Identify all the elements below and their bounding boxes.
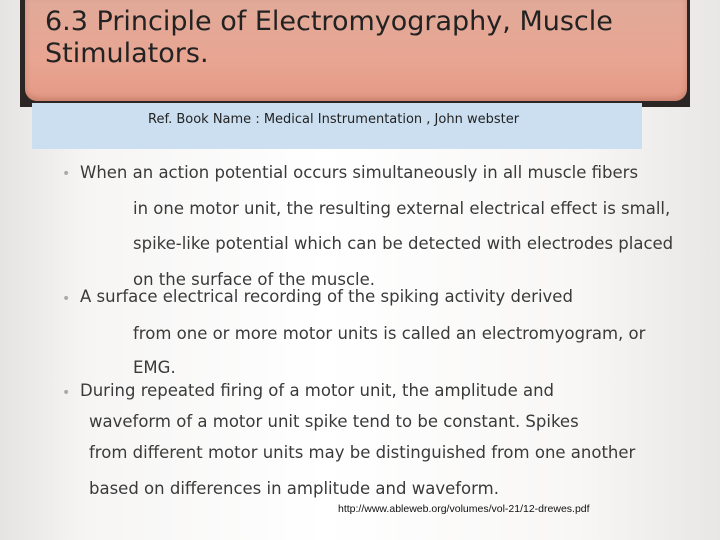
bullet-marker: • <box>62 166 71 182</box>
bullet-1-line-4: on the surface of the muscle. <box>133 270 375 289</box>
slide-title-line-2: Stimulators. <box>45 38 209 69</box>
bullet-1-line-2: in one motor unit, the resulting external electrical effect is small, <box>133 199 671 218</box>
bullet-1-line-1: When an action potential occurs simultaneously in all muscle fibers <box>80 163 639 182</box>
slide-title-line-1: 6.3 Principle of Electromyography, Muscle <box>45 6 613 37</box>
bullet-3-line-4: based on differences in amplitude and waveform. <box>89 479 499 498</box>
bullet-2-line-3: EMG. <box>133 358 176 377</box>
bullet-3-line-3: from different motor units may be distinguished from one another <box>89 443 636 462</box>
slide-title <box>45 6 675 70</box>
bullet-1-line-3: spike-like potential which can be detected with electrodes placed <box>133 234 674 253</box>
bullet-3-line-2: waveform of a motor unit spike tend to be constant. Spikes <box>89 412 579 431</box>
reference-text: Ref. Book Name : Medical Instrumentation , John webster <box>148 112 520 127</box>
bullet-marker: • <box>62 385 71 401</box>
bullet-2-line-2: from one or more motor units is called an electromyogram, or <box>133 324 646 343</box>
bullet-marker: • <box>62 291 71 307</box>
bullet-3-line-1: During repeated firing of a motor unit, the amplitude and <box>80 381 555 400</box>
bullet-2-line-1: A surface electrical recording of the spiking activity derived <box>80 287 573 306</box>
source-link[interactable]: http://www.ableweb.org/volumes/vol-21/12-drewes.pdf <box>338 503 590 515</box>
